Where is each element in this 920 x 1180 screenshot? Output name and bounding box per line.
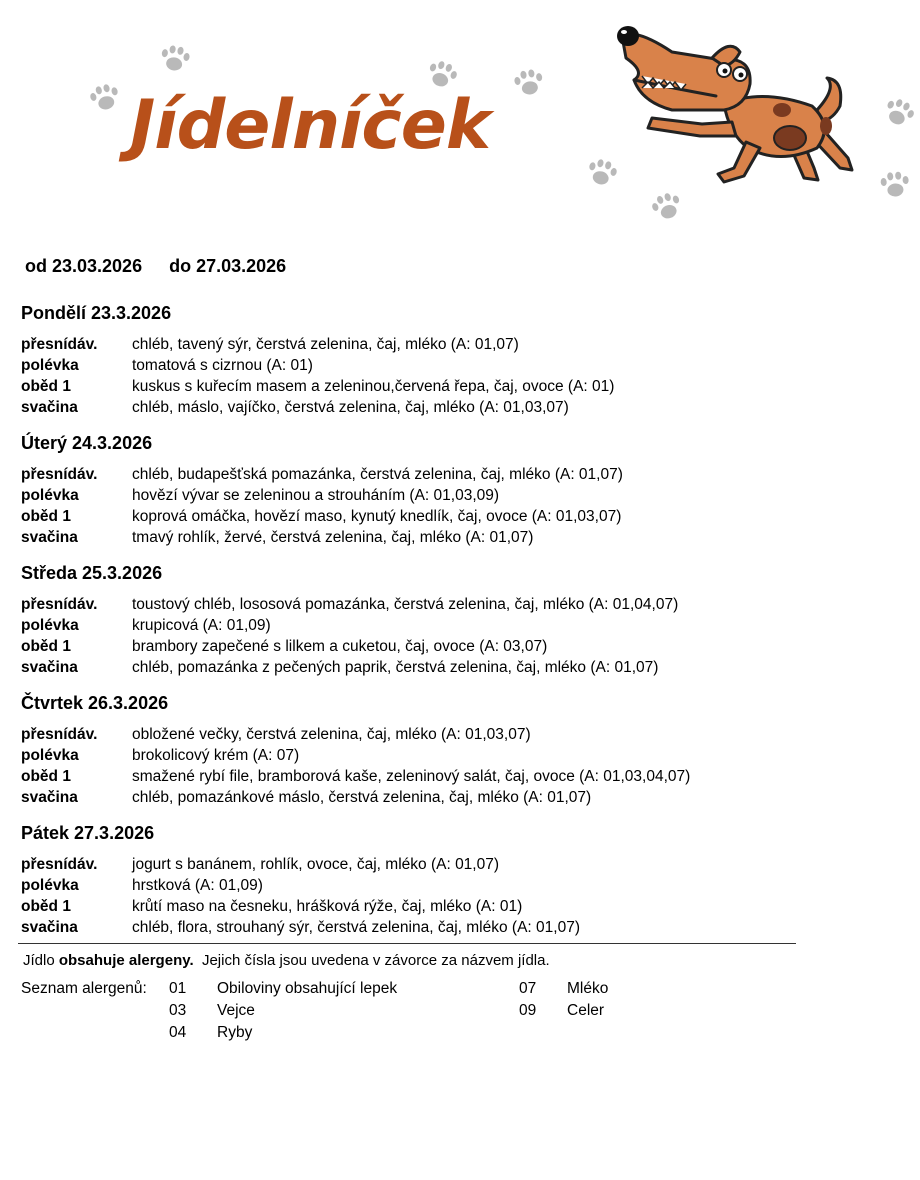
allergen-item xyxy=(519,978,608,1000)
allergen-item xyxy=(169,1022,252,1044)
paw-print-icon xyxy=(877,92,920,134)
meal-text: jogurt s banánem, rohlík, ovoce, čaj, mléko (A: 01,07) xyxy=(132,856,500,873)
allergen-code: 03 xyxy=(169,1002,187,1019)
meal-label: polévka xyxy=(21,877,79,894)
meal-text: chléb, máslo, vajíčko, čerstvá zelenina, čaj, mléko (A: 01,03,07) xyxy=(132,399,569,416)
page-title: Jídelníček xyxy=(130,86,491,165)
meal-label: svačina xyxy=(21,659,78,676)
meal-row xyxy=(21,724,801,745)
meal-row xyxy=(21,875,801,896)
day-title: Středa 25.3.2026 xyxy=(21,563,163,583)
meal-text: chléb, flora, strouhaný sýr, čerstvá zelenina, čaj, mléko (A: 01,07) xyxy=(132,919,580,936)
paw-print-icon xyxy=(85,79,126,117)
meal-row xyxy=(21,636,801,657)
date-to: do 27.03.2026 xyxy=(169,256,287,276)
divider xyxy=(18,943,796,944)
meal-text: hovězí vývar se zeleninou a strouháním (A: 01,03,09) xyxy=(132,487,500,504)
meal-label: polévka xyxy=(21,747,79,764)
meal-row xyxy=(21,355,801,376)
meal-row xyxy=(21,464,801,485)
paw-print-icon xyxy=(156,41,195,76)
date-range xyxy=(25,256,308,277)
meal-row xyxy=(21,506,801,527)
meal-text: kuskus s kuřecím masem a zeleninou,červená řepa, čaj, ovoce (A: 01) xyxy=(132,378,615,395)
meal-text: hrstková (A: 01,09) xyxy=(132,877,263,894)
meal-text: brokolicový krém (A: 07) xyxy=(132,747,300,764)
meal-text: chléb, pomazánka z pečených paprik, čerstvá zelenina, čaj, mléko (A: 01,07) xyxy=(132,659,659,676)
allergen-name: Obiloviny obsahující lepek xyxy=(217,980,398,997)
day-title: Úterý 24.3.2026 xyxy=(21,433,153,453)
meal-label: přesnídáv. xyxy=(21,856,98,873)
meal-text: obložené večky, čerstvá zelenina, čaj, mléko (A: 01,03,07) xyxy=(132,726,531,743)
date-from: od 23.03.2026 xyxy=(25,256,143,276)
meal-row xyxy=(21,787,801,808)
meal-text: brambory zapečené s lilkem a cuketou, čaj, ovoce (A: 03,07) xyxy=(132,638,548,655)
meal-text: krůtí maso na česneku, hrášková rýže, čaj, mléko (A: 01) xyxy=(132,898,523,915)
allergen-code: 04 xyxy=(169,1024,187,1041)
meal-label: přesnídáv. xyxy=(21,726,98,743)
meal-text: krupicová (A: 01,09) xyxy=(132,617,271,634)
meal-row xyxy=(21,917,801,938)
allergen-note xyxy=(23,952,550,969)
meal-row xyxy=(21,485,801,506)
allergen-code: 07 xyxy=(519,980,537,997)
meal-row xyxy=(21,896,801,917)
allergen-name: Mléko xyxy=(567,980,609,997)
paw-print-icon xyxy=(510,65,549,100)
meal-text: smažené rybí file, bramborová kaše, zeleninový salát, čaj, ovoce (A: 01,03,04,07) xyxy=(132,768,691,785)
day-title: Pátek 27.3.2026 xyxy=(21,823,155,843)
note-prefix: Jídlo xyxy=(23,952,59,969)
meal-text: koprová omáčka, hovězí maso, kynutý knedlík, čaj, ovoce (A: 01,03,07) xyxy=(132,508,622,525)
paw-print-icon xyxy=(646,187,688,227)
meal-row xyxy=(21,527,801,548)
note-suffix: Jejich čísla jsou uvedena v závorce za názvem jídla. xyxy=(193,952,550,969)
meal-text: tmavý rohlík, žervé, čerstvá zelenina, čaj, mléko (A: 01,07) xyxy=(132,529,534,546)
allergen-list-label: Seznam alergenů: xyxy=(21,980,147,997)
menu-days xyxy=(21,300,801,950)
meal-row xyxy=(21,615,801,636)
meal-label: svačina xyxy=(21,529,78,546)
meal-text: tomatová s cizrnou (A: 01) xyxy=(132,357,313,374)
meal-text: chléb, pomazánkové máslo, čerstvá zelenina, čaj, mléko (A: 01,07) xyxy=(132,789,592,806)
allergen-name: Celer xyxy=(567,1002,605,1019)
meal-label: svačina xyxy=(21,399,78,416)
meal-label: svačina xyxy=(21,789,78,806)
allergen-code: 09 xyxy=(519,1002,537,1019)
meal-label: přesnídáv. xyxy=(21,466,98,483)
meal-row xyxy=(21,594,801,615)
day-title: Pondělí 23.3.2026 xyxy=(21,303,172,323)
meal-label: přesnídáv. xyxy=(21,596,98,613)
allergen-item xyxy=(519,1000,604,1022)
meal-label: oběd 1 xyxy=(21,378,71,395)
meal-row xyxy=(21,397,801,418)
allergen-name: Ryby xyxy=(217,1024,253,1041)
meal-label: oběd 1 xyxy=(21,898,71,915)
meal-row xyxy=(21,854,801,875)
meal-label: polévka xyxy=(21,487,79,504)
day-monday xyxy=(21,300,801,430)
meal-label: přesnídáv. xyxy=(21,336,98,353)
paw-print-icon xyxy=(877,169,913,202)
day-title: Čtvrtek 26.3.2026 xyxy=(21,693,169,713)
meal-row xyxy=(21,376,801,397)
note-emphasis: obsahuje alergeny. xyxy=(58,952,194,969)
day-thursday xyxy=(21,690,801,820)
meal-row xyxy=(21,657,801,678)
meal-label: oběd 1 xyxy=(21,508,71,525)
dog-illustration xyxy=(612,18,870,193)
meal-label: oběd 1 xyxy=(21,768,71,785)
meal-row xyxy=(21,334,801,355)
meal-text: chléb, budapešťská pomazánka, čerstvá zelenina, čaj, mléko (A: 01,07) xyxy=(132,466,623,483)
meal-label: polévka xyxy=(21,617,79,634)
allergen-item xyxy=(169,978,397,1000)
day-wednesday xyxy=(21,560,801,690)
meal-label: oběd 1 xyxy=(21,638,71,655)
meal-row xyxy=(21,745,801,766)
meal-text: chléb, tavený sýr, čerstvá zelenina, čaj, mléko (A: 01,07) xyxy=(132,336,519,353)
allergen-item xyxy=(169,1000,255,1022)
meal-row xyxy=(21,766,801,787)
meal-label: svačina xyxy=(21,919,78,936)
day-friday xyxy=(21,820,801,950)
day-tuesday xyxy=(21,430,801,560)
allergen-code: 01 xyxy=(169,980,187,997)
allergen-name: Vejce xyxy=(217,1002,255,1019)
meal-label: polévka xyxy=(21,357,79,374)
meal-text: toustový chléb, lososová pomazánka, čerstvá zelenina, čaj, mléko (A: 01,04,07) xyxy=(132,596,679,613)
